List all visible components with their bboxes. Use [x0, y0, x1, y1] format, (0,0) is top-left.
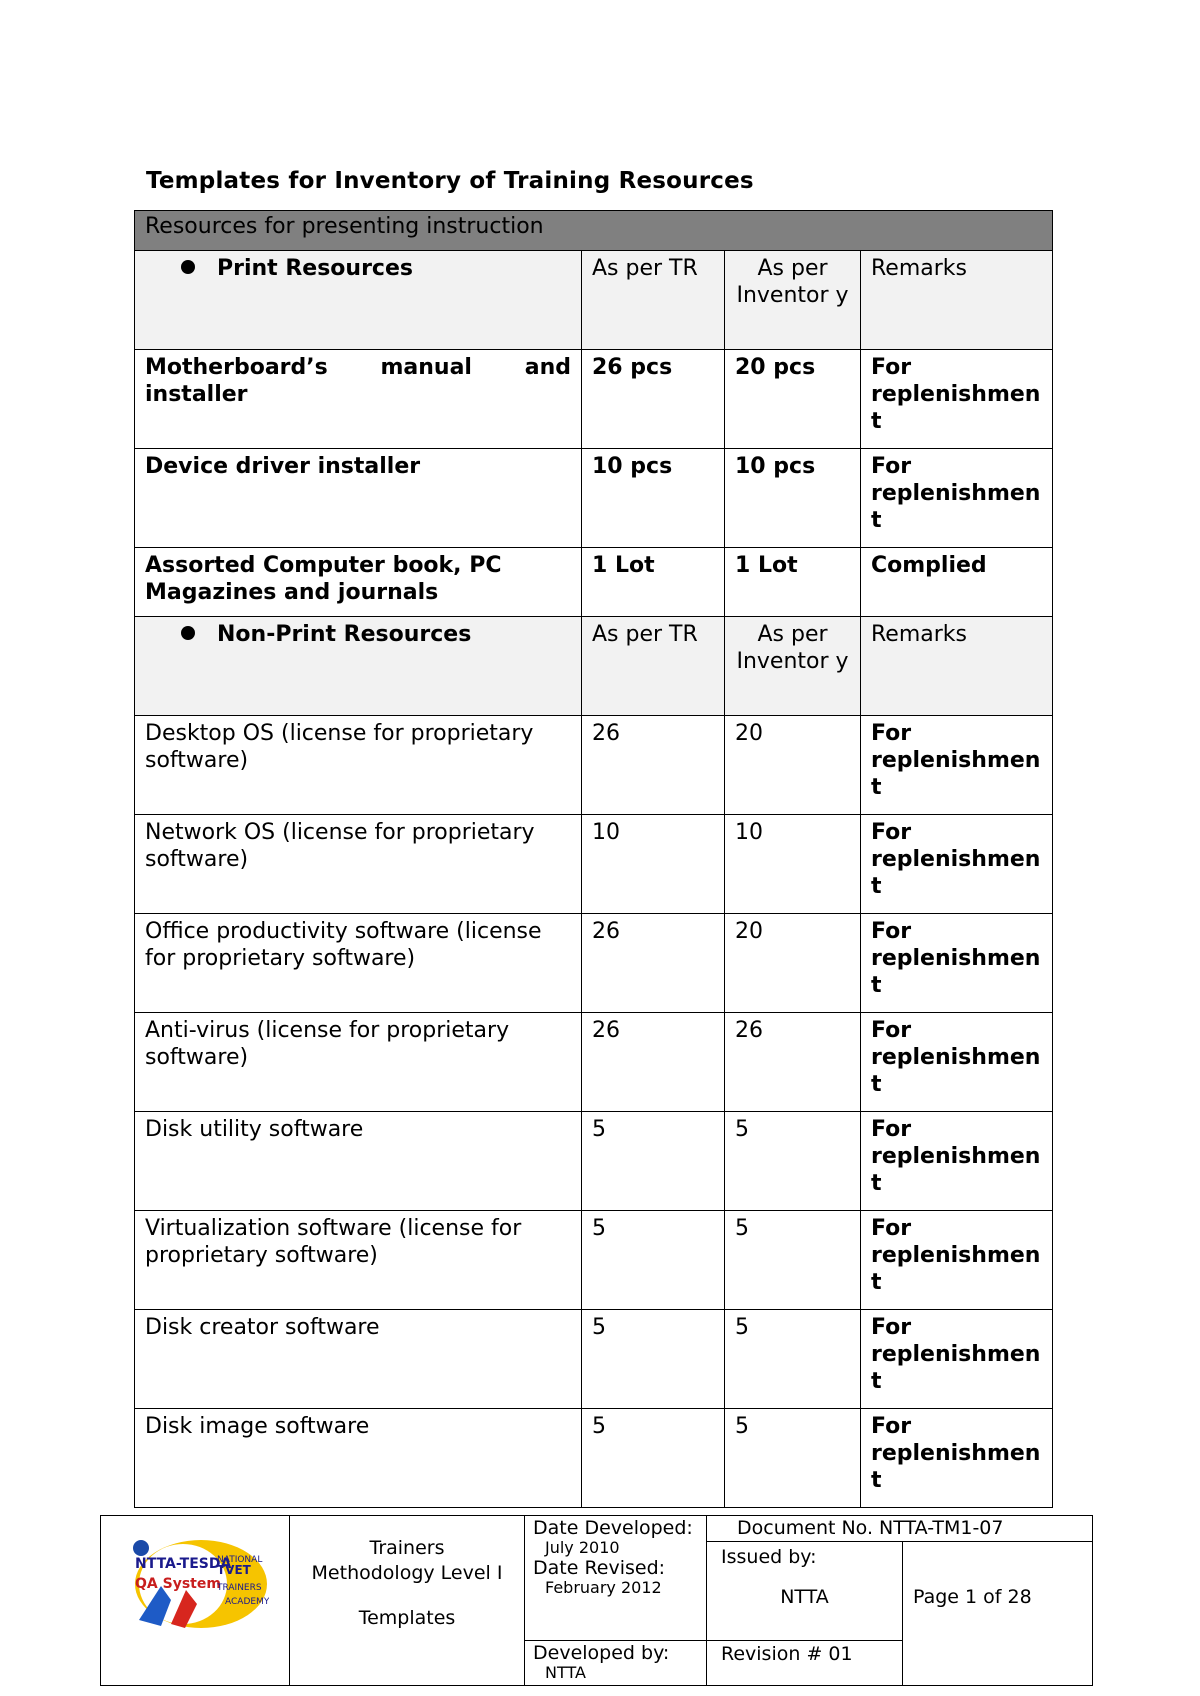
- non-print-resources-heading: [135, 617, 582, 716]
- non-print-resources-heading-label: Non-Print Resources: [217, 622, 472, 647]
- print-resources-heading: [135, 251, 582, 350]
- table-row: [135, 449, 1053, 548]
- non-print-resources-header-row: [135, 617, 1053, 716]
- remarks-cell: For replenishmen t: [861, 815, 1053, 914]
- as-per-tr-cell: 26: [582, 1013, 725, 1112]
- item-name-cell: Device driver installer: [135, 449, 582, 548]
- developed-by-label: Developed by:: [533, 1642, 670, 1664]
- print-resources-header-row: [135, 251, 1053, 350]
- as-per-inventory-cell: 5: [725, 1409, 861, 1508]
- remarks-cell: For replenishmen t: [861, 1211, 1053, 1310]
- as-per-inventory-cell: 5: [725, 1310, 861, 1409]
- print-resources-heading-label: Print Resources: [217, 256, 413, 281]
- issued-by-value: NTTA: [780, 1586, 829, 1608]
- column-header-as-per-tr: As per TR: [582, 617, 725, 716]
- table-row: [135, 815, 1053, 914]
- as-per-inventory-cell: 10 pcs: [725, 449, 861, 548]
- item-name-cell: Anti-virus (license for proprietary software): [135, 1013, 582, 1112]
- bullet-icon: [181, 260, 195, 274]
- issued-by-cell: [707, 1542, 903, 1641]
- course-title: Trainers Methodology Level I: [311, 1537, 503, 1584]
- table-row: [135, 1409, 1053, 1508]
- table-row: [135, 914, 1053, 1013]
- svg-text:ACADEMY: ACADEMY: [225, 1597, 269, 1607]
- date-revised-label: Date Revised:: [533, 1557, 666, 1579]
- item-name-line: Motherboard’s manual and: [145, 355, 571, 380]
- as-per-tr-cell: 5: [582, 1409, 725, 1508]
- table-row: [135, 1310, 1053, 1409]
- dates-cell: [525, 1516, 707, 1641]
- course-cell: [290, 1516, 525, 1686]
- as-per-tr-cell: 5: [582, 1112, 725, 1211]
- item-name-cell: Office productivity software (license for proprietary software): [135, 914, 582, 1013]
- item-name-cell: Disk image software: [135, 1409, 582, 1508]
- as-per-tr-cell: 5: [582, 1211, 725, 1310]
- remarks-cell: For replenishmen t: [861, 716, 1053, 815]
- remarks-cell: For replenishmen t: [861, 914, 1053, 1013]
- remarks-cell: For replenishmen t: [861, 1409, 1053, 1508]
- as-per-inventory-cell: 10: [725, 815, 861, 914]
- document-title: Templates for Inventory of Training Resources: [146, 168, 754, 194]
- table-row: [135, 1211, 1053, 1310]
- item-name-cell: Virtualization software (license for proprietary software): [135, 1211, 582, 1310]
- course-subtitle: Templates: [358, 1607, 456, 1629]
- date-developed-value: July 2010: [545, 1538, 620, 1557]
- item-name-cell: Disk creator software: [135, 1310, 582, 1409]
- issued-by-label: Issued by:: [721, 1546, 817, 1568]
- page-number: Page 1 of 28: [903, 1542, 1093, 1686]
- as-per-inventory-cell: 26: [725, 1013, 861, 1112]
- logo-cell: [101, 1516, 290, 1686]
- remarks-cell: Complied: [861, 548, 1053, 617]
- as-per-tr-cell: 26 pcs: [582, 350, 725, 449]
- as-per-inventory-cell: 5: [725, 1211, 861, 1310]
- revision-number: Revision # 01: [707, 1641, 903, 1686]
- document-footer: [100, 1515, 1093, 1686]
- as-per-tr-cell: 1 Lot: [582, 548, 725, 617]
- as-per-inventory-cell: 20 pcs: [725, 350, 861, 449]
- svg-text:TRAINERS: TRAINERS: [217, 1583, 262, 1593]
- date-developed-label: Date Developed:: [533, 1517, 693, 1539]
- table-row: [135, 350, 1053, 449]
- table-row: [135, 1013, 1053, 1112]
- as-per-tr-cell: 26: [582, 914, 725, 1013]
- column-header-as-per-inventory: As per Inventor y: [725, 617, 861, 716]
- svg-text:TVET: TVET: [217, 1563, 251, 1577]
- table-row: [135, 1112, 1053, 1211]
- column-header-as-per-tr: As per TR: [582, 251, 725, 350]
- item-name-cell: Assorted Computer book, PC Magazines and journals: [135, 548, 582, 617]
- item-name-cell: [135, 350, 582, 449]
- bullet-icon: [181, 626, 195, 640]
- remarks-cell: For replenishmen t: [861, 350, 1053, 449]
- as-per-tr-cell: 5: [582, 1310, 725, 1409]
- remarks-cell: For replenishmen t: [861, 1013, 1053, 1112]
- table-row: [135, 548, 1053, 617]
- ntta-tesda-logo: [131, 1534, 269, 1630]
- item-name-cell: Network OS (license for proprietary software): [135, 815, 582, 914]
- section-title: Resources for presenting instruction: [135, 211, 1053, 251]
- inventory-table: [134, 210, 1053, 1508]
- date-revised-value: February 2012: [545, 1578, 662, 1597]
- as-per-tr-cell: 10 pcs: [582, 449, 725, 548]
- column-header-remarks: Remarks: [861, 251, 1053, 350]
- column-header-remarks: Remarks: [861, 617, 1053, 716]
- as-per-tr-cell: 26: [582, 716, 725, 815]
- item-name-line: installer: [145, 382, 248, 407]
- remarks-cell: For replenishmen t: [861, 449, 1053, 548]
- document-number: Document No. NTTA-TM1-07: [707, 1516, 1093, 1542]
- svg-text:QA System: QA System: [135, 1576, 221, 1592]
- remarks-cell: For replenishmen t: [861, 1112, 1053, 1211]
- item-name-cell: Disk utility software: [135, 1112, 582, 1211]
- column-header-as-per-inventory: As per Inventor y: [725, 251, 861, 350]
- as-per-inventory-cell: 5: [725, 1112, 861, 1211]
- developed-by-value: NTTA: [545, 1663, 586, 1682]
- table-row: [135, 716, 1053, 815]
- svg-text:NTTA-TESDA: NTTA-TESDA: [135, 1556, 232, 1572]
- svg-text:NATIONAL: NATIONAL: [217, 1555, 263, 1565]
- developed-by-cell: [525, 1641, 707, 1686]
- as-per-inventory-cell: 1 Lot: [725, 548, 861, 617]
- as-per-tr-cell: 10: [582, 815, 725, 914]
- as-per-inventory-cell: 20: [725, 914, 861, 1013]
- section-header-row: [135, 211, 1053, 251]
- remarks-cell: For replenishmen t: [861, 1310, 1053, 1409]
- item-name-cell: Desktop OS (license for proprietary software): [135, 716, 582, 815]
- as-per-inventory-cell: 20: [725, 716, 861, 815]
